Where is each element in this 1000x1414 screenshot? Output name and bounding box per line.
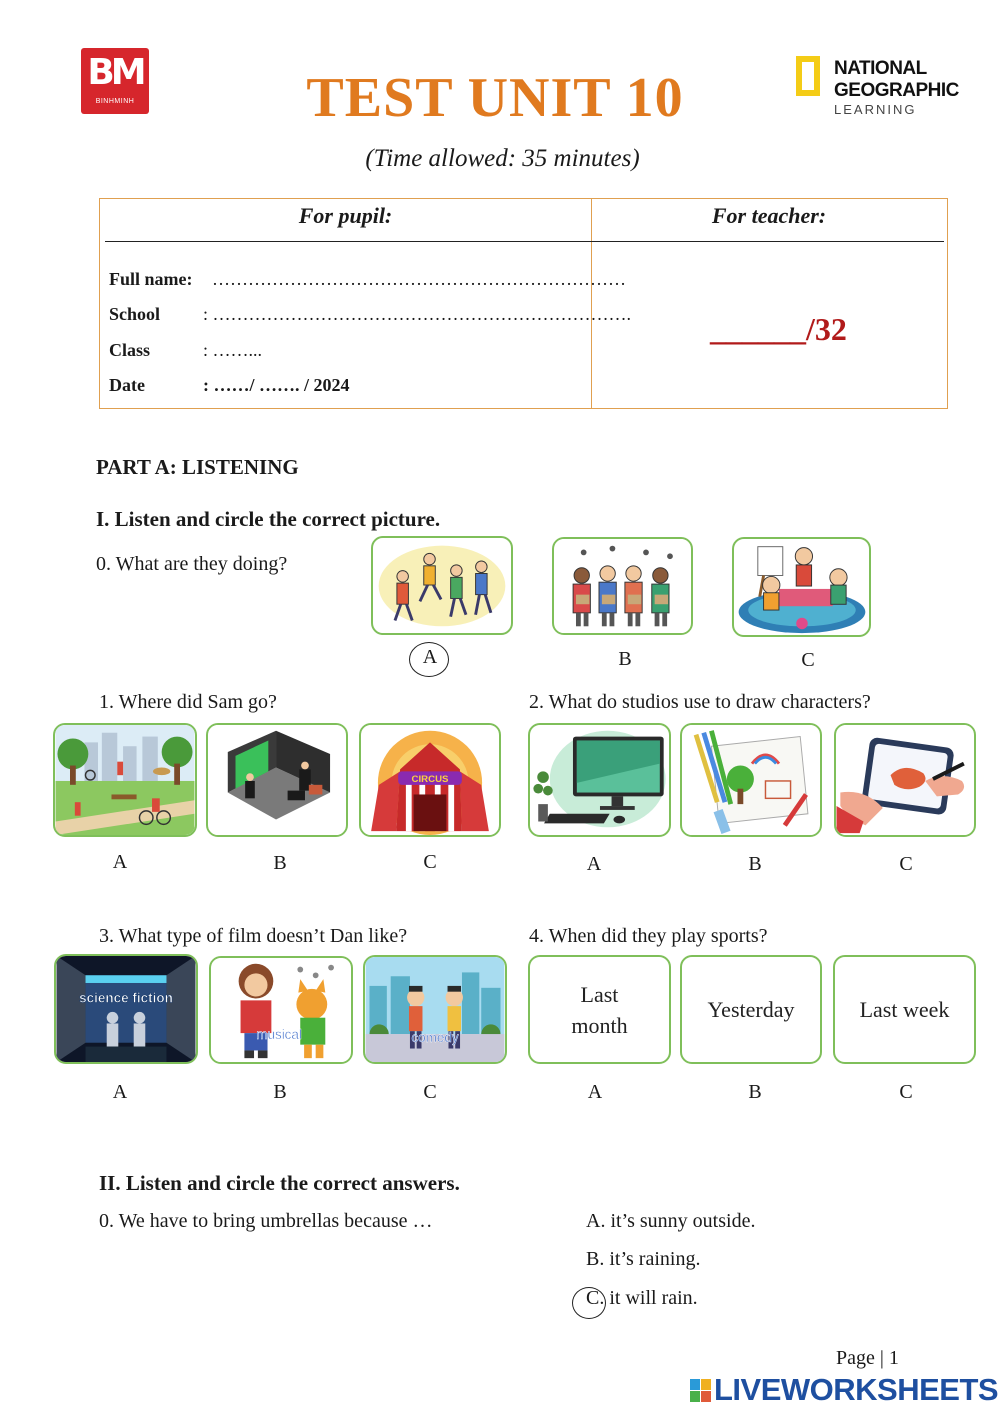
teacher-heading: For teacher: (711, 203, 827, 228)
page-title: TEST UNIT 10 (306, 67, 684, 129)
section-2-example-question: 0. We have to bring umbrellas because … (99, 1210, 433, 1232)
yellow-frame-icon (796, 56, 820, 96)
section-2-heading: II. Listen and circle the correct answers. (99, 1171, 460, 1195)
option-last-month[interactable]: Last month (528, 955, 671, 1064)
binhminh-logo: BM BINHMINH (81, 48, 149, 114)
section-2-option-b[interactable]: B. it’s raining. (586, 1248, 701, 1270)
time-allowed: (Time allowed: 35 minutes) (365, 145, 640, 172)
q3-label-a: A (112, 1081, 128, 1103)
example-label-a: A (422, 646, 438, 668)
circus-sign-text: CIRCUS (411, 773, 449, 785)
q3-label-c: C (423, 1081, 437, 1103)
school-field[interactable]: School : ……………………………………………………………. (109, 304, 632, 324)
option-image-circus[interactable] (359, 723, 501, 837)
option-image-tablet[interactable] (834, 723, 976, 837)
option-image-comedy[interactable] (363, 955, 507, 1064)
q2-label-a: A (586, 853, 602, 875)
section-1-heading: I. Listen and circle the correct picture. (96, 507, 441, 531)
option-image-dancing[interactable] (371, 536, 513, 635)
option-image-science-fiction[interactable] (54, 954, 198, 1064)
q1-label-c: C (423, 851, 437, 873)
full-name-field[interactable]: Full name: …………………………………………………………… (109, 269, 626, 289)
q2-label-c: C (899, 853, 913, 875)
example-question: 0. What are they doing? (96, 553, 288, 575)
answer-circle (409, 642, 449, 677)
question-3: 3. What type of film doesn’t Dan like? (99, 925, 408, 947)
pupil-heading: For pupil: (298, 203, 393, 228)
score-total: ______/32 (710, 311, 847, 347)
q4-label-a: A (587, 1081, 603, 1103)
question-2: 2. What do studios use to draw characters? (529, 691, 871, 713)
class-field[interactable]: Class : ……... (109, 340, 263, 360)
option-image-computer[interactable] (528, 723, 671, 837)
option-image-drawing[interactable] (732, 537, 871, 637)
page-number: Page | 1 (836, 1347, 899, 1369)
section-2-option-a[interactable]: A. it’s sunny outside. (586, 1210, 756, 1232)
musical-caption: musical (256, 1026, 302, 1042)
option-image-singing[interactable] (552, 537, 693, 635)
part-a-heading: PART A: LISTENING (96, 455, 299, 479)
option-last-week[interactable]: Last week (833, 955, 976, 1064)
section-2-option-c[interactable]: C. it will rain. (586, 1287, 698, 1309)
q2-label-b: B (748, 853, 762, 875)
option-yesterday[interactable]: Yesterday (680, 955, 822, 1064)
national-geographic-logo: NATIONAL GEOGRAPHIC LEARNING (796, 56, 966, 122)
q3-label-b: B (273, 1081, 287, 1103)
question-1: 1. Where did Sam go? (99, 691, 277, 713)
comedy-caption: comedy (411, 1029, 459, 1045)
liveworksheets-logo: LIVEWORKSHEETS (690, 1372, 998, 1408)
example-label-c: C (801, 649, 815, 671)
q1-label-b: B (273, 852, 287, 874)
q4-label-b: B (748, 1081, 762, 1103)
science-fiction-caption: science fiction (79, 990, 173, 1006)
section-2-answer-circle (572, 1287, 606, 1319)
option-image-studio[interactable] (206, 723, 348, 837)
liveworksheets-icon (690, 1379, 712, 1403)
info-box (99, 198, 948, 409)
example-label-b: B (618, 648, 632, 670)
q4-label-c: C (899, 1081, 913, 1103)
date-field[interactable]: Date : ……/ ……. / 2024 (109, 375, 350, 395)
option-image-musical[interactable] (209, 956, 353, 1064)
option-image-paper-pencils[interactable] (680, 723, 822, 837)
question-4: 4. When did they play sports? (529, 925, 768, 947)
option-image-park[interactable] (53, 723, 197, 837)
q1-label-a: A (112, 851, 128, 873)
